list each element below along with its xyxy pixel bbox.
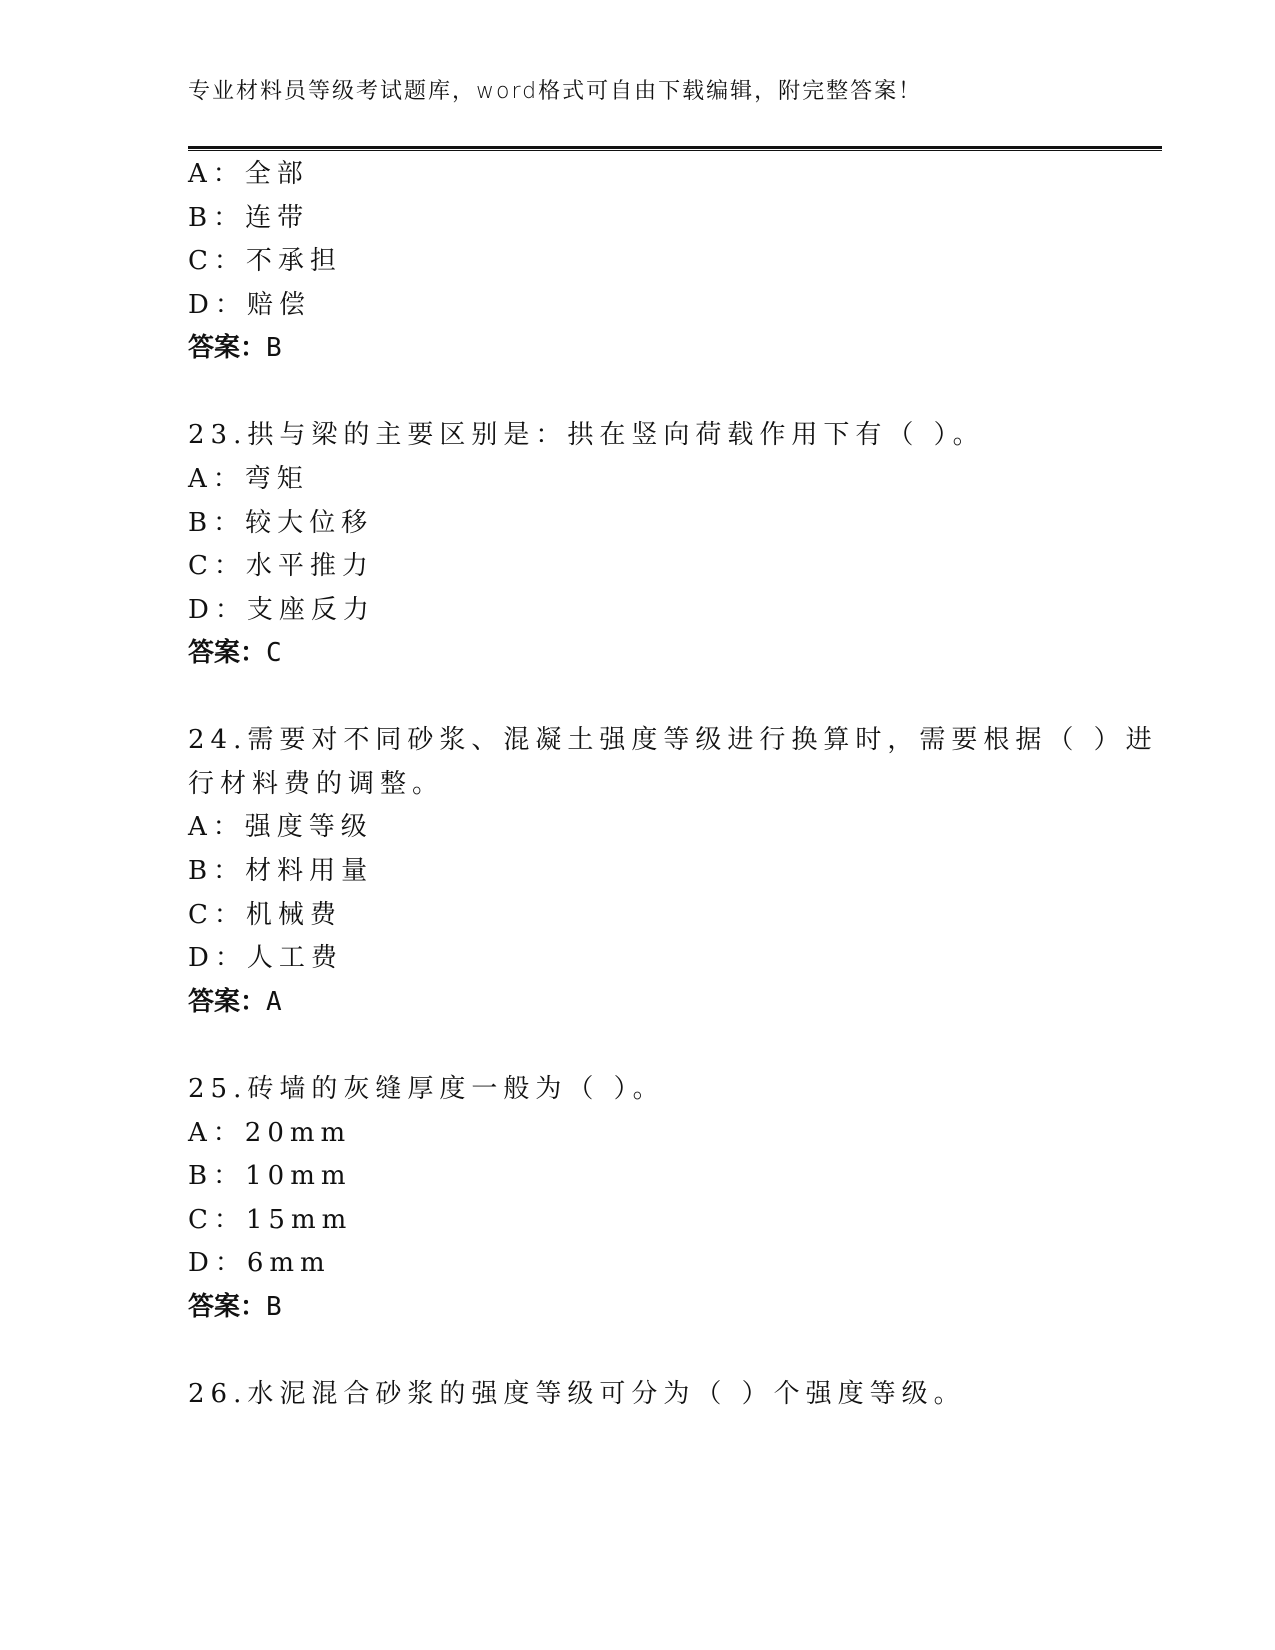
answer-label: 答案： [188, 1292, 267, 1322]
option-c: C：不承担 [188, 246, 342, 276]
answer [188, 987, 282, 1017]
answer-value: B [266, 1292, 282, 1322]
answer [188, 638, 282, 668]
answer [188, 1292, 282, 1322]
option-b: B：10mm [188, 1161, 352, 1191]
option-b: B：较大位移 [188, 508, 374, 538]
option-a: A：弯矩 [188, 464, 309, 494]
answer-label: 答案： [188, 333, 267, 363]
option-d: D：6mm [188, 1248, 331, 1278]
option-c: C：机械费 [188, 900, 342, 930]
option-d: D：赔偿 [188, 290, 311, 320]
option-a: A：全部 [188, 159, 309, 189]
option-b: B：材料用量 [188, 856, 374, 886]
answer [188, 333, 282, 363]
option-a: A：强度等级 [188, 812, 373, 842]
option-d: D：支座反力 [188, 595, 375, 625]
option-c: C：水平推力 [188, 551, 374, 581]
answer-label: 答案： [188, 987, 267, 1017]
answer-value: B [266, 333, 282, 363]
option-b: B：连带 [188, 203, 310, 233]
question-stem: 26.水泥混合砂浆的强度等级可分为（ ）个强度等级。 [188, 1379, 966, 1409]
header-divider [188, 146, 1162, 151]
answer-value: C [266, 638, 282, 668]
header-note: 专业材料员等级考试题库，word格式可自由下载编辑，附完整答案！ [188, 79, 923, 104]
question-stem: 23.拱与梁的主要区别是：拱在竖向荷载作用下有（ ）。 [188, 420, 985, 450]
answer-value: A [266, 987, 282, 1017]
question-stem-line-1: 24.需要对不同砂浆、混凝土强度等级进行换算时，需要根据（ ）进 [188, 725, 1158, 755]
question-stem: 25.砖墙的灰缝厚度一般为（ ）。 [188, 1074, 665, 1104]
option-d: D：人工费 [188, 943, 343, 973]
option-c: C：15mm [188, 1205, 353, 1235]
option-a: A：20mm [188, 1118, 352, 1148]
question-stem-line-2: 行材料费的调整。 [188, 769, 445, 799]
answer-label: 答案： [188, 638, 267, 668]
